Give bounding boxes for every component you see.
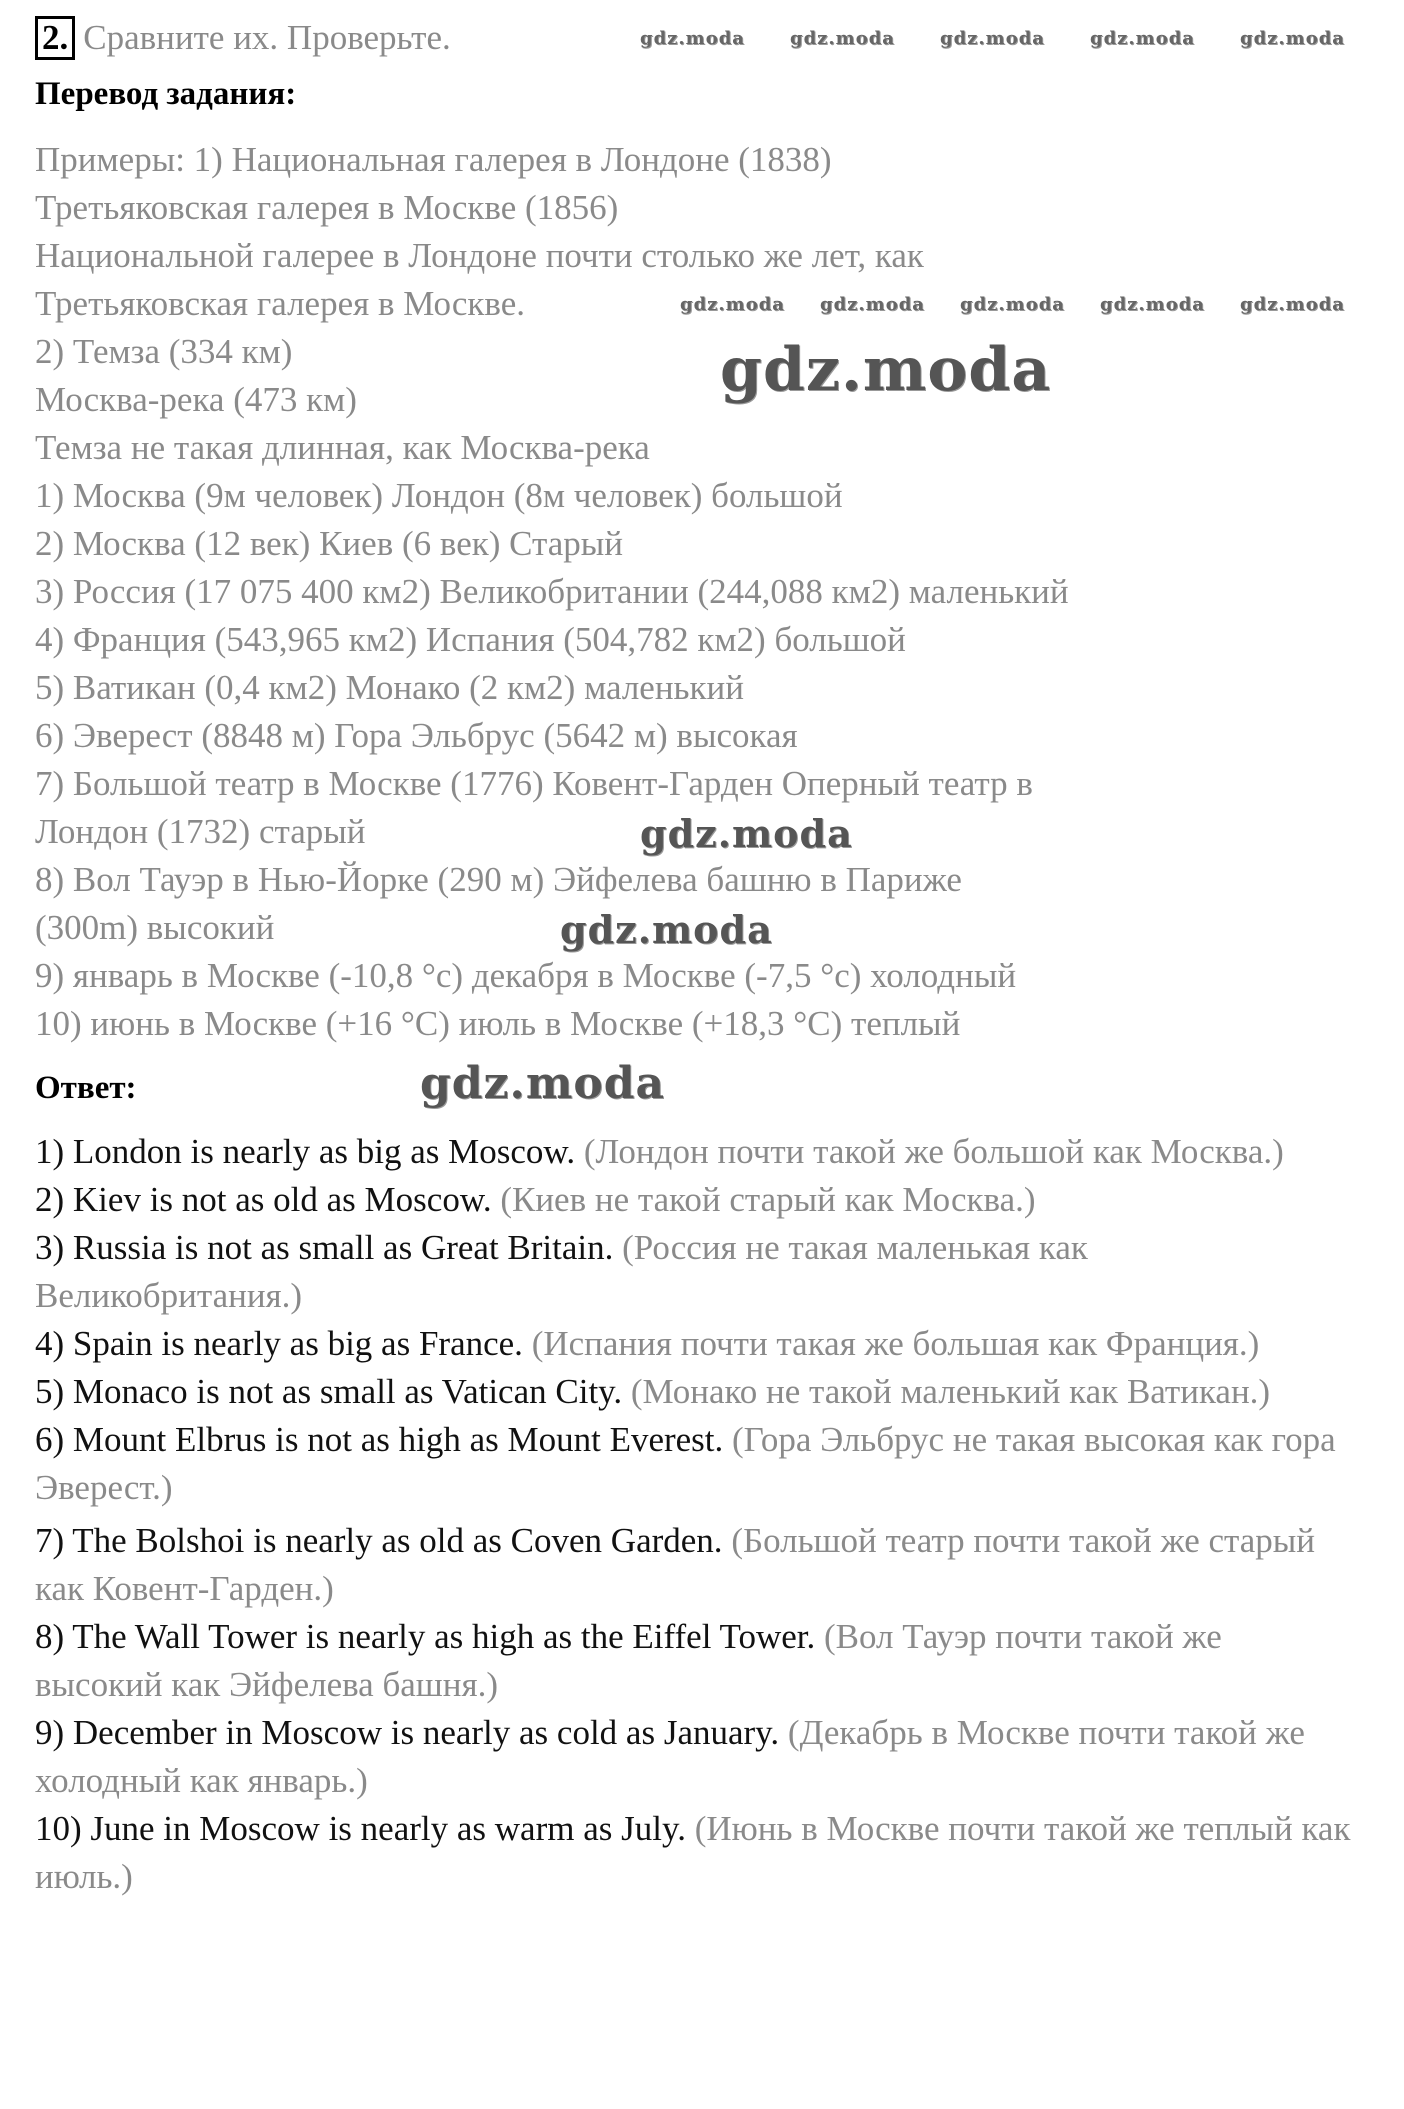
- answer-russian: (Вол Тауэр почти такой же высокий как Эйфелева башня.): [35, 1617, 1222, 1704]
- answer-russian: (Монако не такой маленький как Ватикан.): [630, 1372, 1271, 1411]
- translation-heading: Перевод задания:: [35, 76, 297, 112]
- translation-line: 2) Москва (12 век) Киев (6 век) Старый: [35, 524, 624, 563]
- translation-line: Лондон (1732) старый: [35, 812, 366, 851]
- answer-item: [35, 1224, 1355, 1320]
- answer-russian: (Испания почти такая же большая как Франция.): [531, 1324, 1260, 1363]
- translation-line: Темза не такая длинная, как Москва-река: [35, 428, 650, 467]
- translation-line: 10) июнь в Москве (+16 °С) июль в Москве (+18,3 °С) теплый: [35, 1004, 961, 1043]
- translation-line: Третьяковская галерея в Москве.: [35, 284, 525, 323]
- translation-line: Национальной галерее в Лондоне почти столько же лет, как: [35, 236, 924, 275]
- answer-english: 3) Russia is not as small as Great Britain.: [35, 1228, 614, 1267]
- watermark: gdz.moda: [420, 1058, 666, 1109]
- watermark: gdz.moda: [640, 811, 853, 856]
- answer-item: [35, 1128, 1355, 1176]
- answer-russian: (Киев не такой старый как Москва.): [500, 1180, 1036, 1219]
- answer-english: 2) Kiev is not as old as Moscow.: [35, 1180, 492, 1219]
- answer-english: 10) June in Moscow is nearly as warm as July.: [35, 1809, 686, 1848]
- answer-block: [35, 1128, 1355, 1901]
- watermark-small: gdz.moda: [1090, 28, 1195, 49]
- task-title: Сравните их. Проверьте.: [83, 18, 451, 57]
- translation-line: Москва-река (473 км): [35, 380, 357, 419]
- answer-russian: (Россия не такая маленькая как Великобритания.): [35, 1228, 1088, 1315]
- answer-item: [35, 1517, 1355, 1613]
- translation-line: 7) Большой театр в Москве (1776) Ковент-Гарден Оперный театр в: [35, 764, 1033, 803]
- translation-line: Третьяковская галерея в Москве (1856): [35, 188, 619, 227]
- watermark-small: gdz.moda: [940, 28, 1045, 49]
- watermark: gdz.moda: [560, 907, 773, 952]
- translation-line: 3) Россия (17 075 400 км2) Великобритании (244,088 км2) маленький: [35, 572, 1069, 611]
- translation-line: 4) Франция (543,965 км2) Испания (504,782 км2) большой: [35, 620, 906, 659]
- watermark-small: gdz.moda: [1240, 28, 1345, 49]
- answer-item: [35, 1320, 1355, 1368]
- answer-english: 5) Monaco is not as small as Vatican City.: [35, 1372, 623, 1411]
- watermark-small: gdz.moda: [1240, 294, 1345, 315]
- watermark-small: gdz.moda: [1100, 294, 1205, 315]
- answer-item: [35, 1368, 1355, 1416]
- translation-line: 6) Эверест (8848 м) Гора Эльбрус (5642 м) высокая: [35, 716, 798, 755]
- translation-line: 9) январь в Москве (-10,8 °с) декабря в Москве (-7,5 °с) холодный: [35, 956, 1017, 995]
- answer-russian: (Июнь в Москве почти такой же теплый как июль.): [35, 1809, 1351, 1896]
- answer-item: [35, 1709, 1355, 1805]
- watermark: gdz.moda: [720, 335, 1052, 405]
- translation-line: 5) Ватикан (0,4 км2) Монако (2 км2) маленький: [35, 668, 744, 707]
- translation-line: (300m) высокий: [35, 908, 275, 947]
- answer-english: 4) Spain is nearly as big as France.: [35, 1324, 523, 1363]
- answer-english: 8) The Wall Tower is nearly as high as the Eiffel Tower.: [35, 1617, 816, 1656]
- translation-line: 2) Темза (334 км): [35, 332, 293, 371]
- answer-item: [35, 1416, 1355, 1512]
- answer-russian: (Гора Эльбрус не такая высокая как гора Эверест.): [35, 1420, 1336, 1507]
- watermark-small: gdz.moda: [790, 28, 895, 49]
- answer-russian: (Лондон почти такой же большой как Москва.): [583, 1132, 1284, 1171]
- translation-line: 8) Вол Тауэр в Нью-Йорке (290 м) Эйфелева башню в Париже: [35, 860, 962, 899]
- watermark-small: gdz.moda: [960, 294, 1065, 315]
- answer-item: [35, 1613, 1355, 1709]
- answer-english: 6) Mount Elbrus is not as high as Mount Everest.: [35, 1420, 724, 1459]
- answer-heading: Ответ:: [35, 1070, 137, 1106]
- answer-english: 9) December in Moscow is nearly as cold as January.: [35, 1713, 780, 1752]
- translation-line: 1) Москва (9м человек) Лондон (8м человек) большой: [35, 476, 843, 515]
- answer-russian: (Большой театр почти такой же старый как Ковент-Гарден.): [35, 1521, 1316, 1608]
- task-number: 2.: [35, 16, 75, 60]
- watermark-small: gdz.moda: [820, 294, 925, 315]
- answer-english: 7) The Bolshoi is nearly as old as Coven Garden.: [35, 1521, 723, 1560]
- answer-item: [35, 1176, 1355, 1224]
- watermark-small: gdz.moda: [680, 294, 785, 315]
- answer-item: [35, 1805, 1355, 1901]
- answer-russian: (Декабрь в Москве почти такой же холодный как январь.): [35, 1713, 1305, 1800]
- translation-line: Примеры: 1) Национальная галерея в Лондоне (1838): [35, 140, 832, 179]
- answer-english: 1) London is nearly as big as Moscow.: [35, 1132, 576, 1171]
- watermark-small: gdz.moda: [640, 28, 745, 49]
